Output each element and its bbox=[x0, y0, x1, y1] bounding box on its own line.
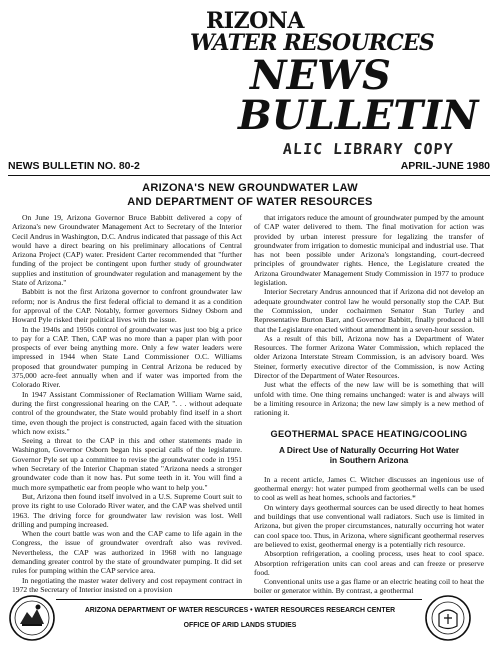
paragraph: In a recent article, James C. Witcher discusses an ingenious use of geothermal energy: hot water pumped from geothermal wells can be used to cool as well as heat homes, schools and factories.* bbox=[254, 474, 484, 503]
masthead bbox=[190, 8, 500, 139]
paragraph: Absorption refrigeration, a cooling process, uses heat to cool space. Absorption refrigeration units can cool areas and can freeze or preserve food. bbox=[254, 549, 484, 577]
paragraph: When the court battle was won and the CAP came to life again in the Congress, the issue of groundwater overdraft also was revived. Nevertheless, the CAP was authorized in 1968 with no language demanding greater control by the state of groundwater pumping. It did set rules for pumping within the CAP service area. bbox=[12, 529, 242, 576]
paragraph: Conventional units use a gas flame or an electric heating coil to heat the boiler or generator within. By contrast, a geothermal bbox=[254, 577, 484, 596]
paragraph: On June 19, Arizona Governor Bruce Babbitt delivered a copy of Arizona's new Groundwater Management Act to Secretary of the Interior Cecil Andrus in Washington, D.C. Andrus indicated that passage of this Act would have a direct bearing on his preliminary allocations of Central Arizona Project (CAP) water. President Carter recommended that "further funding of the project be contingent upon further study of groundwater supplies and institution of groundwater regulation and management by the State of Arizona." bbox=[12, 213, 242, 288]
paragraph: Just what the effects of the new law will be is something that will unfold with time. One thing remains unchanged: water is and always will be a limiting resource in Arizona; the new law simply is a new method of rationing it. bbox=[254, 380, 484, 418]
footer-line-1: ARIZONA DEPARTMENT OF WATER RESCURCES • WATER RESOURCES RESEARCH CENTER bbox=[84, 607, 396, 614]
masthead-line-water-resources: WATER RESOURCES bbox=[190, 30, 434, 56]
left-column bbox=[12, 213, 242, 594]
paragraph: Interior Secretary Andrus announced that if Arizona did not develop an adequate groundwater control law he would personally stop the CAP. But the Commission, under cochairmen Senator Stan Turley and Representative Burton Barr, and Governor Babbitt, finally produced a bill that the Legislature enacted without amendment in a seven-hour session. bbox=[254, 287, 484, 334]
headline-line-1: ARIZONA'S NEW GROUNDWATER LAW bbox=[142, 182, 358, 194]
footer-divider bbox=[56, 599, 422, 600]
masthead-line-bulletin: BULLETIN bbox=[238, 92, 479, 139]
paragraph: In 1947 Assistant Commissioner of Reclamation William Warne said, during the first congressional hearing on the CAP, ". . . without adequate control of the groundwater, the State would probably find itself in a short time, even though the project is constructed, again faced with the situation which now exists." bbox=[12, 389, 242, 436]
paragraph: In negotiating the master water delivery and cost repayment contract in 1972 the Secretary of Interior insisted on a provision bbox=[12, 575, 242, 594]
paragraph: Seeing a threat to the CAP in this and other statements made in Washington, Governor Osborn began his special calls of the legislature. Governor Pyle set up a committee to revise the groundwater code in 1951 when Secretary of the Interior Chapman stated "Arizona needs a stronger groundwater code than it now has. Put some teeth in it. You will find a much more sympathetic ear from people who want to help you." bbox=[12, 436, 242, 492]
masthead-line-arizona: RIZONA bbox=[206, 8, 304, 34]
headline-line-2: AND DEPARTMENT OF WATER RESOURCES bbox=[127, 196, 373, 208]
paragraph: But, Arizona then found itself involved in a U.S. Supreme Court suit to prove its right to use Colorado River water, and the CAP was shelved until 1963. The driving force for groundwater law revision was lost. Well drilling and pumping increased. bbox=[12, 491, 242, 529]
section-heading: GEOTHERMAL SPACE HEATING/COOLING bbox=[270, 428, 468, 439]
issue-bar bbox=[8, 160, 490, 176]
university-seal-icon bbox=[424, 594, 472, 642]
section-subheading-line-1: A Direct Use of Naturally Occurring Hot Water bbox=[278, 444, 460, 455]
issue-number: NEWS BULLETIN NO. 80-2 bbox=[8, 160, 140, 172]
issue-date: APRIL-JUNE 1980 bbox=[400, 160, 490, 172]
right-column bbox=[254, 213, 484, 596]
paragraph: that irrigators reduce the amount of groundwater pumped by the amount of CAP water delivered to them. The final motivation for action was provided by urban interest pressure for legalizing the transfer of groundwater from irrigation to domestic municipal and industrial use. That has not been possible under Arizona's longstanding, court-decreed principles of groundwater rights. Hence, the Legislature created the Arizona Groundwater Management Study Commission in 1977 to produce legislation. bbox=[254, 213, 484, 288]
section-subheading-line-2: in Southern Arizona bbox=[329, 454, 409, 465]
paragraph: Babbitt is not the first Arizona governor to confront groundwater law reform; nor is Andrus the first federal official to demand it as a condition for approval of the CAP. Notably, former governors Sidney Osborn and Howard Pyle risked their political lives with the issue. bbox=[12, 287, 242, 325]
paragraph: On wintery days geothermal sources can be used directly to heat homes and buildings that use conventional wall radiators. Such use is limited in Arizona, but given the proper circumstances, naturally occurring hot water can cool space too. Thus, in Arizona, where significant geothermal reserves are believed to exist, geothermal energy is a potentially rich resource. bbox=[254, 502, 484, 549]
article-headline bbox=[60, 181, 440, 209]
library-copy-stamp: ALIC LIBRARY COPY bbox=[282, 140, 455, 158]
paragraph: As a result of this bill, Arizona now has a Department of Water Resources. The former Arizona Water Commission, which replaced the older Arizona Interstate Stream Commission, is an advisory board. Wes Steiner, formerly executive director of the Commission, is now Acting Director of the Department of Water Resources. bbox=[254, 333, 484, 381]
footer bbox=[60, 603, 420, 633]
paragraph: In the 1940s and 1950s control of groundwater was just too big a price to pay for a CAP. Then, CAP was no more than a paper plan with poor prospects of ever being anything more. Only a few water leaders were impressed in 1944 when State Land Commissioner O.C. Williams proposed that groundwater pumping in Central Arizona be reduced by 375,000 acre-feet annually when and if water was imported from the Colorado River. bbox=[12, 324, 242, 390]
section-subheading bbox=[254, 445, 484, 465]
state-seal-icon bbox=[8, 594, 56, 642]
masthead-line-news: NEWS bbox=[250, 52, 391, 99]
footer-line-2: OFFICE OF ARID LANDS STUDIES bbox=[183, 622, 297, 629]
